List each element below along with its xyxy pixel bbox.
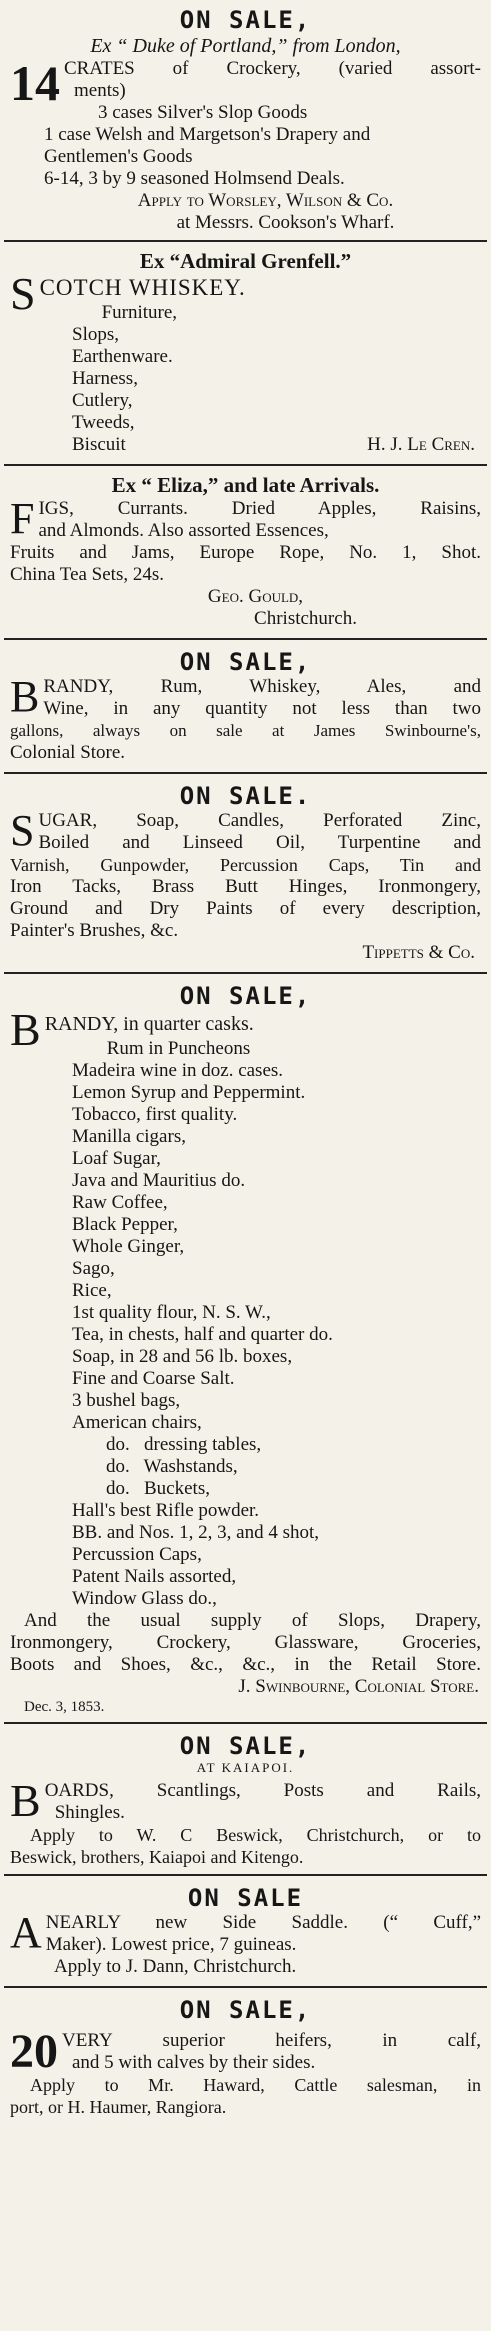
ad-sugar-soap [0,774,491,972]
ad-signature: Geo. Gould, [207,586,304,607]
ad-boards-kaiapoi [0,1724,491,1874]
ad-item: Earthenware. [72,346,173,367]
ad-line: 6-14, 3 by 9 seasoned Holmsend Deals. [44,168,345,189]
ad-line: IGS, Currants. Dried Apples, Raisins, [38,498,481,519]
ad-item: do. Buckets, [106,1478,210,1499]
ad-item: BB. and Nos. 1, 2, 3, and 4 shot, [72,1522,319,1543]
ad-line: Colonial Store. [10,742,126,763]
drop-numeral: 14 [10,55,60,111]
ad-line: COTCH WHISKEY. [39,275,246,300]
ad-last-row [10,434,481,464]
ad-item: Loaf Sugar, [72,1148,161,1169]
ad-item: Fine and Coarse Salt. [72,1368,235,1389]
ad-line: gallons, always on sale at James Swinbourne's, [10,721,481,740]
ad-line: Apply to Worsley, Wilson & Co. [137,190,394,211]
ad-line: Wine, in any quantity not less than two [43,698,481,719]
ad-line: Boots and Shoes, &c., &c., in the Retail Store. [10,1654,481,1675]
ad-line: China Tea Sets, 24s. [10,564,165,585]
ad-line: RANDY, Rum, Whiskey, Ales, and [43,676,481,697]
drop-capital: A [10,1908,42,1957]
ad-line: RANDY, in quarter casks. [44,1013,254,1035]
ad-item: 3 bushel bags, [72,1390,181,1411]
ad-line: And the usual supply of Slops, Drapery, [24,1610,481,1631]
ad-item: Madeira wine in doz. cases. [72,1060,284,1081]
ad-item: Rum in Puncheons [106,1038,251,1059]
ad-item: Patent Nails assorted, [72,1566,237,1587]
ad-line: port, or H. Haumer, Rangiora. [10,2097,227,2117]
ad-item: Java and Mauritius do. [72,1170,246,1191]
ad-line: NEARLY new Side Saddle. (“ Cuff,” [45,1912,481,1933]
item-list [10,1038,481,1610]
ad-heading: ON SALE [187,1884,304,1912]
ad-line: 1 case Welsh and Margetson's Drapery and [44,124,371,145]
ad-line: UGAR, Soap, Candles, Perforated Zinc, [38,810,481,831]
ad-side-saddle [0,1876,491,1986]
drop-capital: F [10,494,35,543]
ad-line: VERY superior heifers, in calf, [62,2030,481,2051]
ad-item: Harness, [72,368,138,389]
ad-line: ments) [74,80,126,101]
ad-heading: ON SALE, [179,982,312,1010]
ad-heifers [0,1988,491,2118]
ad-line: Apply to J. Dann, Christchurch. [54,1956,297,1977]
ad-line: Boiled and Linseed Oil, Turpentine and [38,832,481,853]
ad-line: 3 cases Silver's Slop Goods [98,102,308,123]
ad-heading: ON SALE, [179,648,312,676]
ad-item: Hall's best Rifle powder. [72,1500,260,1521]
ad-item: Slops, [72,324,119,345]
ad-line: and Almonds. Also assorted Essences, [38,520,329,541]
ad-item: Rice, [72,1280,112,1301]
ad-signature: Tippetts & Co. [362,942,475,963]
ad-line: Fruits and Jams, Europe Rope, No. 1, Shot. [10,542,481,563]
drop-capital: S [10,268,36,319]
ad-line: Apply to W. C Beswick, Christchurch, or to [30,1825,481,1845]
ad-heading: ON SALE. [179,782,312,810]
ad-brandy-swinbourne [0,974,491,1722]
ad-heading: Ex “ Eliza,” and late Arrivals. [111,473,380,497]
ad-subheading: AT KAIAPOI. [196,1760,295,1775]
ad-item: Window Glass do., [72,1588,217,1609]
ad-line: Painter's Brushes, &c. [10,920,179,941]
ad-line: at Messrs. Cookson's Wharf. [176,212,395,233]
ad-line: Apply to Mr. Haward, Cattle salesman, in [30,2075,481,2095]
drop-capital: B [10,1004,41,1055]
ad-line: Varnish, Gunpowder, Percussion Caps, Tin and [10,855,481,875]
ad-line: OARDS, Scantlings, Posts and Rails, [44,1780,481,1801]
ad-signature: J. Swinbourne, Colonial Store. [238,1676,479,1697]
ad-item: Raw Coffee, [72,1192,168,1213]
ad-signature-place: Christchurch. [254,608,357,629]
ad-date: Dec. 3, 1853. [24,1699,105,1715]
ad-line: and 5 with calves by their sides. [72,2052,316,2073]
ad-item: Manilla cigars, [72,1126,186,1147]
ad-item: 1st quality flour, N. S. W., [72,1302,271,1323]
ad-item: Percussion Caps, [72,1544,202,1565]
ad-item: do. Washstands, [106,1456,238,1477]
ad-item: Soap, in 28 and 56 lb. boxes, [72,1346,293,1367]
ad-item: American chairs, [72,1412,202,1433]
ad-item: Lemon Syrup and Peppermint. [72,1082,306,1103]
ad-item: Furniture, [101,302,178,323]
ad-scotch-whiskey [0,242,491,464]
ad-heading: ON SALE, [179,6,312,34]
drop-capital: S [10,806,35,855]
ad-line: Iron Tacks, Brass Butt Hinges, Ironmongery, [10,876,481,897]
ad-line: Maker). Lowest price, 7 guineas. [45,1934,297,1955]
ad-subheading: Ex “ Duke of Portland,” from London, [90,35,401,57]
ad-heading: Ex “Admiral Grenfell.” [139,249,352,273]
ad-item: do. dressing tables, [106,1434,262,1455]
ad-line: Shingles. [54,1802,125,1823]
ad-line: Beswick, brothers, Kaiapoi and Kitengo. [10,1847,304,1867]
ad-item: Black Pepper, [72,1214,178,1235]
ad-line: Ironmongery, Crockery, Glassware, Groceries, [10,1632,481,1653]
ad-item: Tweeds, [72,412,135,433]
ad-heading: ON SALE, [179,1732,312,1760]
drop-numeral: 20 [10,2025,58,2078]
ad-item: Cutlery, [72,390,133,411]
ad-signature: H. J. Le Cren. [367,434,475,455]
ad-item: Biscuit [72,434,126,455]
ad-item: Whole Ginger, [72,1236,185,1257]
drop-capital: B [10,672,40,721]
ad-line: Gentlemen's Goods [44,146,193,167]
ad-eliza [0,466,491,638]
ad-heading: ON SALE, [179,1996,312,2024]
ad-line: Ground and Dry Paints of every description, [10,898,481,919]
ad-brandy-rum [0,640,491,772]
drop-capital: B [10,1775,41,1826]
ad-item: Sago, [72,1258,115,1279]
ad-item: Tea, in chests, half and quarter do. [72,1324,333,1345]
ad-line: CRATES of Crockery, (varied assort- [64,58,481,79]
ad-item: Tobacco, first quality. [72,1104,238,1125]
ad-crockery [0,0,491,240]
